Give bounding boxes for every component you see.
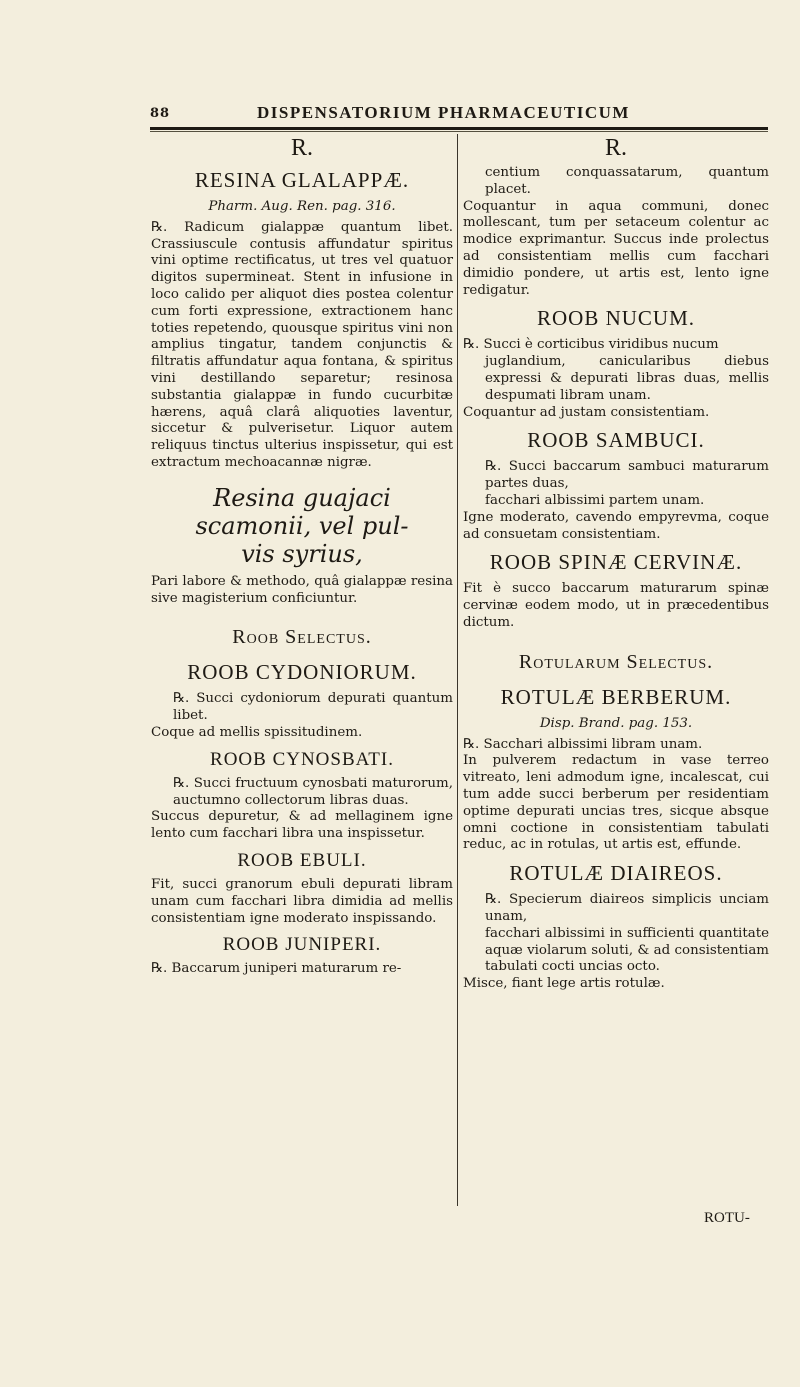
- recipe-text: ℞. Succi baccarum sambuci maturarum partes duas,: [485, 459, 769, 492]
- heading-rotulae-berberum: ROTULÆ BERBERUM.: [500, 684, 732, 709]
- recipe-text: ℞. Succi fructuum cynosbati maturorum, auctumno collectorum libras duas.: [173, 775, 453, 808]
- recipe-text: facchari albissimi partem unam.: [485, 492, 705, 508]
- header-rule-thin: [150, 131, 768, 132]
- recipe-text: ℞. Succi cydoniorum depurati quantum libet.: [173, 691, 453, 724]
- recipe-text: centium conquassatarum, quantum placet.: [485, 165, 769, 197]
- recipe-text: juglandium, canicularibus diebus expressi & depurati libras duas, mellis despumati libram unam.: [485, 354, 769, 403]
- heading-rotulae-diaireos: ROTULÆ DIAIREOS.: [509, 861, 723, 886]
- heading-line: Resina guajaci: [213, 483, 391, 512]
- recipe-text: ℞. Specierum diaireos simplicis unciam unam,: [485, 892, 769, 924]
- catchword: ROTU-: [704, 1210, 750, 1226]
- recipe-text: Misce, fiant lege artis rotulæ.: [463, 976, 665, 992]
- heading-roob-nucum: ROOB NUCUM.: [536, 306, 696, 331]
- heading-resina-guajaci: [151, 484, 453, 568]
- recipe-text: ℞. Baccarum juniperi maturarum re-: [151, 961, 402, 977]
- section-letter: R.: [604, 135, 627, 161]
- left-column: [151, 135, 453, 978]
- recipe-text: In pulverem redactum in vase terreo vitreato, leni admodum igne, incalescat, cui tum adde succi berberum per residentiam optime depurati uncias tres, sicque absque omni coctione in consistentiam tabulati reduc, ac in rotulas, ut artis est, effunde.: [463, 753, 769, 853]
- recipe-text: Igne moderato, cavendo empyrevma, coque ad consuetam consistentiam.: [463, 509, 769, 542]
- recipe-text: Succus depuretur, & ad mellaginem igne lento cum facchari libra una inspissetur.: [151, 809, 453, 842]
- heading-roob-cynosbati: ROOB CYNOSBATI.: [210, 748, 394, 770]
- header-rule: [150, 127, 768, 130]
- heading-roob-spinae-cervinae: ROOB SPINÆ CERVINÆ.: [489, 550, 743, 575]
- heading-roob-cydoniorum: ROOB CYDONIORUM.: [187, 660, 417, 685]
- column-divider: [457, 134, 458, 1206]
- recipe-text: Coquantur in aqua communi, donec mollescant, tum per setaceum colentur ac modice exprimantur. Succus inde prolectus ad consistentiam mellis cum facchari dimidio pondere, ut artis est, lento igne redigatur.: [463, 198, 769, 298]
- running-header: [150, 103, 768, 123]
- right-column: [463, 135, 769, 993]
- heading-line: scamonii, vel pul-: [195, 511, 409, 540]
- page-number: 88: [150, 106, 171, 121]
- recipe-text: Fit è succo baccarum maturarum spinæ cervinæ eodem modo, ut in præcedentibus dictum.: [463, 581, 769, 630]
- recipe-text: facchari albissimi in sufficienti quantitate aquæ violarum soluti, & ad consistentiam tabulati cocti uncias octo.: [485, 925, 769, 975]
- heading-roob-ebuli: ROOB EBULI.: [237, 849, 367, 871]
- recipe-text: Coque ad mellis spissitudinem.: [151, 724, 363, 740]
- heading-roob-juniperi: ROOB JUNIPERI.: [222, 934, 382, 956]
- running-title: DISPENSATORIUM PHARMACEUTICUM: [257, 103, 630, 122]
- heading-line: vis syrius,: [241, 539, 363, 568]
- reference: Pharm. Aug. Ren. pag. 316.: [208, 199, 396, 214]
- recipe-text: Pari labore & methodo, quâ gialappæ resina sive magisterium conficiuntur.: [151, 573, 453, 606]
- recipe-text: ℞. Radicum gialappæ quantum libet. Crassiuscule contusis affundatur spiritus vini optime rectificatus, ut tres vel quatuor digitos supermineat. Stent in infusione in loco calido per aliquot dies postea colentur cum forti expressione, extractionem hanc toties repetendo, quousque spiritus vini non amplius tingatur, tandem conjunctis & filtratis affundatur aqua fontana, & spiritus vini destillando separetur; resinosa substantia gialappæ in fundo cucurbitæ hærens, aquâ clarâ aliquoties laventur, siccetur & pulverisetur. Liquor autem reliquus tinctus ulterius inspissetur, qui est extractum mechoacannæ nigræ.: [151, 219, 453, 470]
- recipe-text: Fit, succi granorum ebuli depurati libram unam cum facchari libra dimidia ad mellis consistentiam igne moderato inspissando.: [151, 876, 453, 926]
- recipe-text: ℞. Sacchari albissimi libram unam.: [463, 736, 703, 752]
- recipe-text: Coquantur ad justam consistentiam.: [463, 404, 710, 420]
- heading-roob-sambuci: ROOB SAMBUCI.: [527, 428, 705, 453]
- section-title: Roob Selectus.: [232, 626, 372, 649]
- heading-resina-gialappae: RESINA GLALAPPÆ.: [194, 168, 410, 192]
- reference: Disp. Brand. pag. 153.: [539, 715, 693, 731]
- section-title: Rotularum Selectus.: [518, 650, 714, 673]
- recipe-text: ℞. Succi è corticibus viridibus nucum: [463, 337, 719, 353]
- section-letter: R.: [290, 135, 313, 161]
